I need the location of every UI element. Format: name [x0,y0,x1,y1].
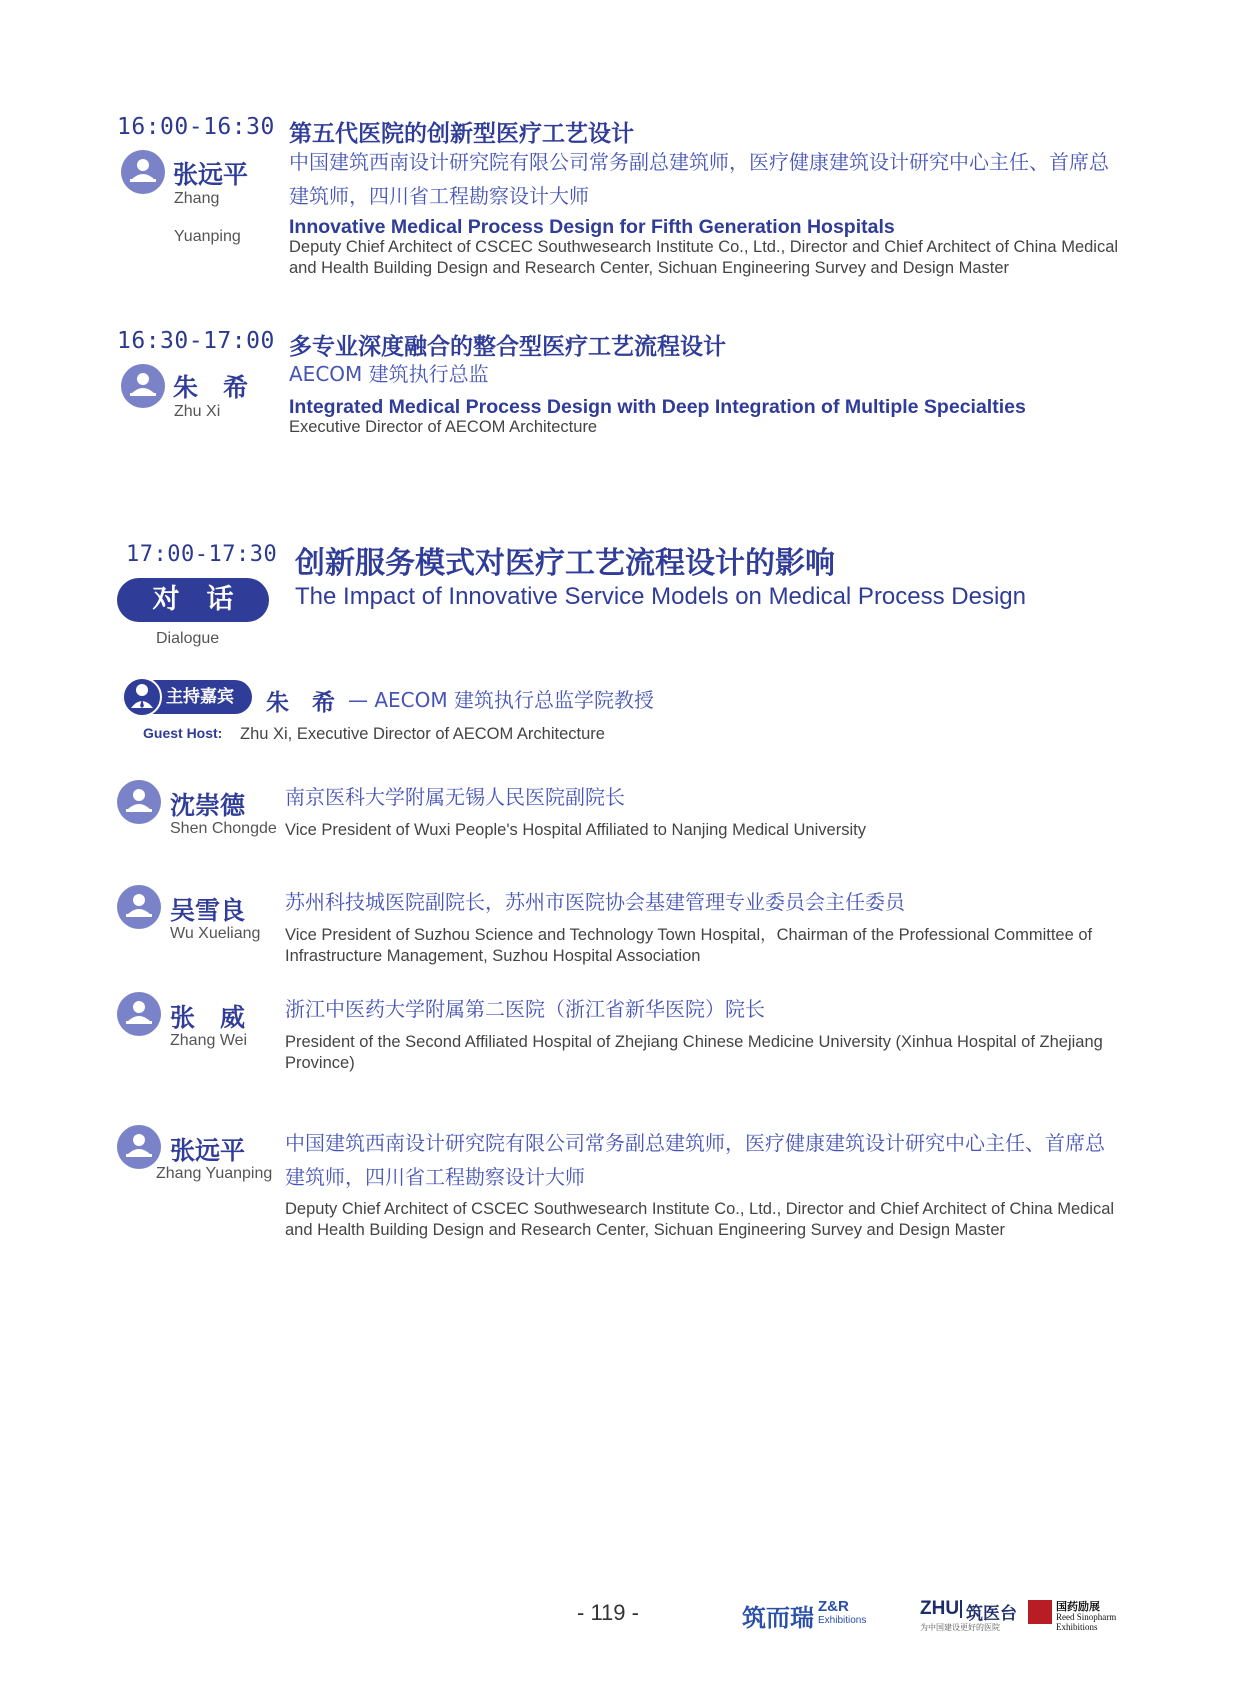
session-1-title-zh: 第五代医院的创新型医疗工艺设计 [289,121,634,147]
session-1-speaker-en-last: Yuanping [174,228,241,245]
reed-sinopharm-mark-icon [1028,1600,1052,1624]
panelist-4-role-zh: 中国建筑西南设计研究院有限公司常务副总建筑师，医疗健康建筑设计研究中心主任、首席总建筑师，四川省工程勘察设计大师 [285,1131,1105,1189]
dialogue-title-zh: 创新服务模式对医疗工艺流程设计的影响 [295,546,835,581]
panelist-1-role-zh: 南京医科大学附属无锡人民医院副院长 [285,785,625,809]
dialogue-time: 17:00-17:30 [126,542,278,567]
session-1-speaker-zh: 张远平 [173,160,249,189]
session-2-title-zh: 多专业深度融合的整合型医疗工艺流程设计 [289,334,726,360]
panelist-2-role-en: Vice President of Suzhou Science and Technology Town Hospital，Chairman of the Professional Committee of Infrastructure Management, Suzhou Hospital Association [285,926,1093,965]
zhu-logo [920,1598,1020,1638]
session-1-time: 16:00-16:30 [117,114,275,140]
session-2-speaker-zh: 朱 希 [173,373,249,402]
session-2-title-en: Integrated Medical Process Design with Deep Integration of Multiple Specialties [289,396,1026,418]
zr-logo-zh: 筑而瑞 [742,1604,814,1632]
dialogue-badge: 对 话 [117,578,269,622]
reed-logo-zh: 国药励展 [1056,1600,1100,1613]
panelist-2-name-en: Wu Xueliang [170,925,261,942]
speaker-avatar-icon [121,364,165,408]
session-1-role-en: Deputy Chief Architect of CSCEC Southwesearch Institute Co., Ltd., Director and Chief Architect of China Medical and Health Building Design and Research Center, Sichuan Engineering Survey and Design Master [289,238,1119,277]
panelist-2-name-zh: 吴雪良 [170,896,246,925]
page-number: - 119 - [577,1600,639,1625]
session-1-role-zh: 中国建筑西南设计研究院有限公司常务副总建筑师，医疗健康建筑设计研究中心主任、首席总建筑师，四川省工程勘察设计大师 [289,150,1109,208]
panelist-3-name-zh: 张 威 [170,1003,246,1032]
session-2-speaker-en: Zhu Xi [174,403,221,420]
zhu-logo-divider [960,1600,962,1618]
speaker-avatar-icon [117,1125,161,1169]
session-2-role-zh: AECOM 建筑执行总监 [289,362,489,386]
panelist-4-name-zh: 张远平 [170,1136,246,1165]
zhu-logo-b: 筑医台 [966,1604,1017,1624]
session-1-speaker-en-first: Zhang [174,190,220,207]
panelist-3-name-en: Zhang Wei [170,1032,248,1049]
zhu-logo-sub: 为中国建设更好的医院 [920,1623,1000,1632]
panelist-1-name-zh: 沈崇德 [170,791,246,820]
session-2-time: 16:30-17:00 [117,328,275,354]
speaker-avatar-icon [117,885,161,929]
host-name-zh: 朱 希 [266,690,335,716]
dialogue-title-en: The Impact of Innovative Service Models on Medical Process Design [295,583,1027,610]
panelist-1-name-en: Shen Chongde [170,820,277,837]
host-role-zh: — AECOM 建筑执行总监学院教授 [348,688,654,712]
speaker-avatar-icon [121,150,165,194]
speaker-avatar-icon [117,992,161,1036]
speaker-avatar-icon [117,780,161,824]
panelist-4-name-en: Zhang Yuanping [156,1165,273,1182]
host-badge [122,680,252,714]
panelist-4-role-en: Deputy Chief Architect of CSCEC Southwesearch Institute Co., Ltd., Director and Chief Architect of China Medical and Health Building Design and Research Center, Sichuan Engineering Survey and Design Master [285,1200,1115,1239]
zr-logo-en: Z&R [818,1598,849,1615]
reed-sinopharm-logo [1028,1598,1118,1638]
session-1-title-en: Innovative Medical Process Design for Fifth Generation Hospitals [289,216,895,238]
host-label-en: Guest Host: [143,725,223,741]
host-icon [122,677,162,717]
zhu-logo-a: ZHU [920,1598,960,1619]
panelist-2-role-zh: 苏州科技城医院副院长，苏州市医院协会基建管理专业委员会主任委员 [285,890,905,914]
zr-logo-sub: Exhibitions [818,1615,867,1626]
panelist-1-role-en: Vice President of Wuxi People's Hospital Affiliated to Nanjing Medical University [285,821,866,839]
host-badge-label: 主持嘉宾 [166,687,234,707]
host-role-en: Zhu Xi, Executive Director of AECOM Architecture [240,725,605,743]
panelist-3-role-zh: 浙江中医药大学附属第二医院（浙江省新华医院）院长 [285,997,765,1021]
reed-logo-en2: Exhibitions [1056,1622,1098,1632]
reed-logo-en1: Reed Sinopharm [1056,1612,1117,1622]
session-2-role-en: Executive Director of AECOM Architecture [289,418,598,436]
dialogue-badge-en: Dialogue [156,630,220,647]
panelist-3-role-en: President of the Second Affiliated Hospital of Zhejiang Chinese Medicine University (Xinhua Hospital of Zhejiang Province) [285,1033,1103,1072]
